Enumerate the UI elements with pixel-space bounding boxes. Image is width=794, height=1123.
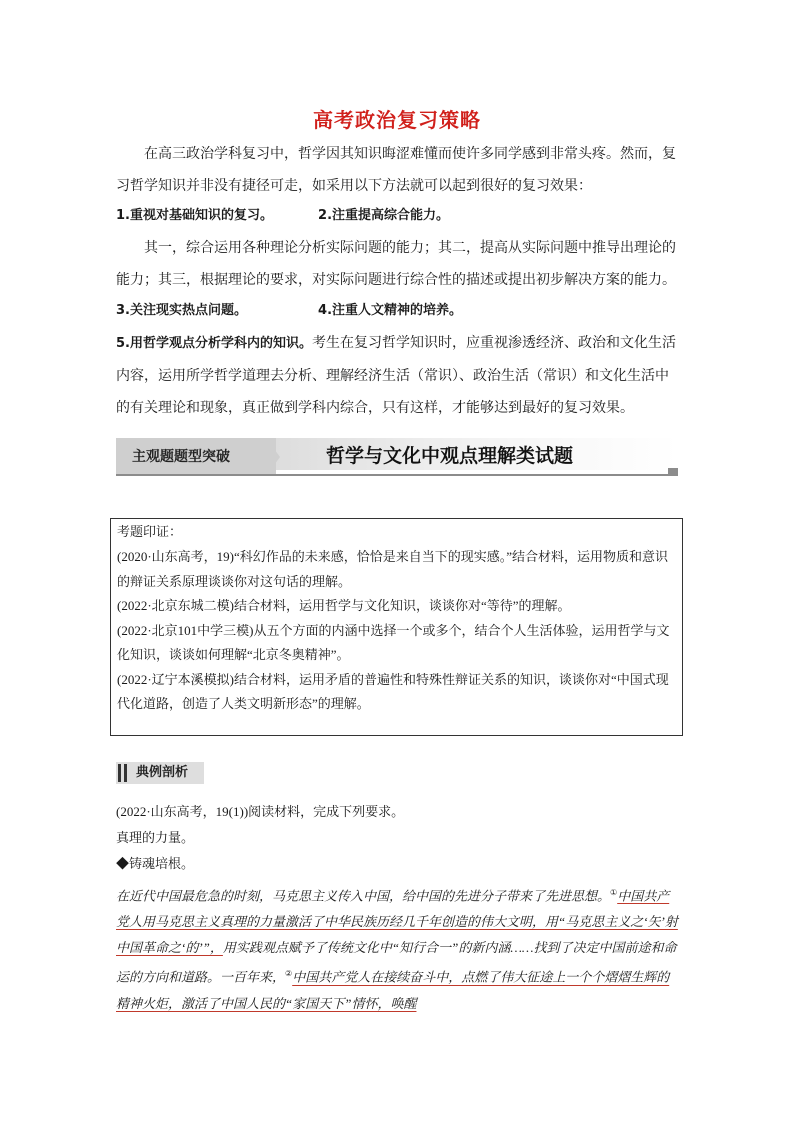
marker-2: ② [285,969,293,979]
section-bar-icon [118,764,121,782]
method-5-paragraph [116,327,678,424]
example-material [116,880,678,1017]
material-underlined: 中国共产党人在接续奋斗中，点燃了伟大征途上一个个熠熠生辉的精神火炬，激活了中国人民的“家国天下”情怀，唤醒 [116,969,670,1011]
method-1: 1.重视对基础知识的复习。 [116,208,273,223]
exam-item: (2022·辽宁本溪模拟)结合材料，运用矛盾的普遍性和特殊性辩证关系的知识，谈谈你对“中国式现代化道路，创造了人类文明新形态”的理解。 [117,671,669,711]
method-2: 2.注重提高综合能力。 [318,208,450,223]
material-underlined: 中国共产党人用马克思主义真理的力量激活了中华民族历经几千年创造的伟大文明，用“马克思主义之‘矢’射中国革命之‘的’”， [116,888,678,956]
example-source: (2022·山东高考，19(1))阅读材料，完成下列要求。 [116,804,405,819]
exam-item: (2022·北京东城二模)结合材料，运用哲学与文化知识，谈谈你对“等待”的理解。 [117,598,571,613]
banner-end-tab [668,468,678,476]
banner-arrow-icon [266,438,280,476]
section-label [116,762,204,784]
exam-item: (2020·山东高考，19)“科幻作品的未来感，恰恰是来自当下的现实感。”结合材料，运用物质和意识的辩证关系原理谈谈你对这句话的理解。 [117,549,669,589]
exam-evidence-box [110,518,683,736]
section-bar-icon [124,764,127,782]
marker-1: ① [610,888,618,897]
banner-underline [116,474,678,476]
exam-item: (2022·北京101中学三模)从五个方面的内涵中选择一个或多个，结合个人生活体验，运用哲学与文化知识，谈谈如何理解“北京冬奥精神”。 [117,622,670,662]
method-2-detail: 其一，综合运用各种理论分析实际问题的能力；其二，提高从实际问题中推导出理论的能力；其三，根据理论的要求，对实际问题进行综合性的描述或提出初步解决方案的能力。 [116,240,676,288]
example-bullet: ◆铸魂培根。 [116,856,195,871]
method-5-detail: 考生在复习哲学知识时，应重视渗透经济、政治和文化生活内容，运用所学哲学道理去分析、理解经济生活（常识）、政治生活（常识）和文化生活中的有关理论和现象，真正做到学科内综合，只有这样，才能够达到最好的复习效果。 [116,335,676,416]
page-title: 高考政治复习策略 [313,108,481,132]
section-label-text: 典例剖析 [136,765,189,780]
method-5-title: 5.用哲学观点分析学科内的知识。 [116,336,312,351]
banner-tag [116,438,276,476]
banner-tag-label: 主观题题型突破 [132,449,230,465]
method-3: 3.关注现实热点问题。 [116,303,247,318]
banner-title: 哲学与文化中观点理解类试题 [326,445,574,467]
section-banner [116,438,678,476]
method-row-1 [116,200,449,232]
intro-paragraph: 在高三政治学科复习中，哲学因其知识晦涩难懂而使许多同学感到非常头疼。然而，复习哲学知识并非没有捷径可走，如采用以下方法就可以起到很好的复习效果： [116,146,676,194]
material-text: 在近代中国最危急的时刻，马克思主义传入中国，给中国的先进分子带来了先进思想。 [116,888,611,904]
material-text: 用实践观点赋予了传统文化中“知行合一”的新内涵……找到了决定中国前途和命运的方向和道路。一百年来， [116,940,677,985]
example-subtitle: 真理的力量。 [116,830,195,845]
exam-box-heading: 考题印证： [117,525,183,540]
method-4: 4.注重人文精神的培养。 [318,303,463,318]
method-row-2 [116,295,462,327]
